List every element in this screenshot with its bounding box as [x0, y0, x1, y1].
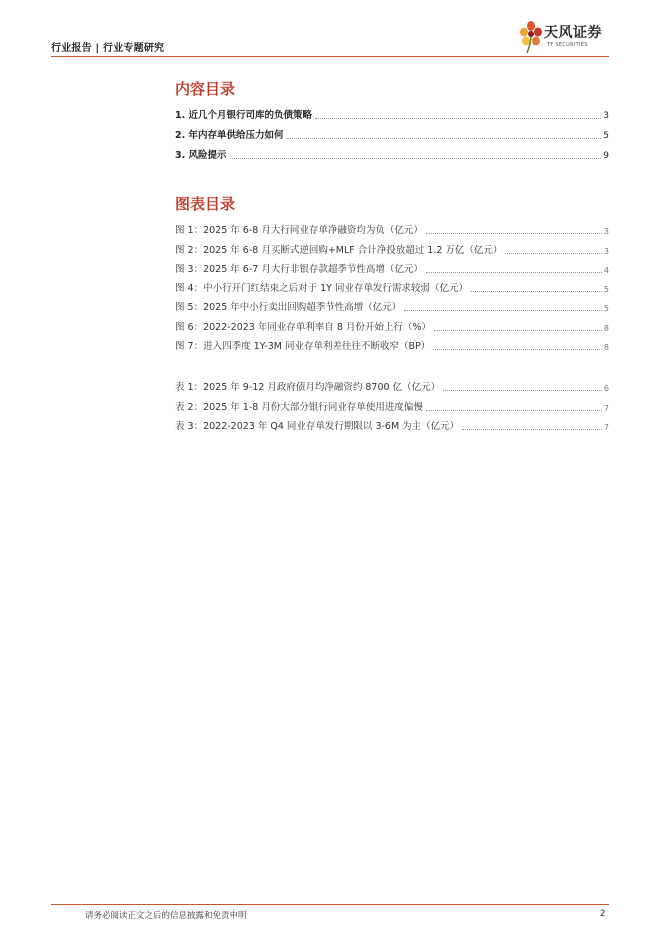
dot-leader [426, 409, 602, 411]
table-entry-page: 7 [603, 422, 609, 432]
figure-entry-page: 8 [603, 323, 609, 333]
toc-entry-page: 9 [603, 151, 609, 161]
toc-entry-page: 3 [603, 111, 609, 121]
dot-leader [433, 348, 602, 350]
dot-leader [462, 428, 602, 430]
page-number: 2 [600, 909, 606, 919]
dot-leader [230, 157, 602, 159]
toc-entry[interactable] [175, 101, 609, 121]
toc-entry[interactable] [175, 141, 609, 161]
figure-entry-label: 图 1：2025 年 6-8 月大行同业存单净融资均为负（亿元） [175, 225, 423, 237]
footer-disclaimer: 请务必阅读正文之后的信息披露和免责申明 [85, 911, 247, 921]
dot-leader [471, 290, 602, 292]
contents-title: 内容目录 [175, 80, 236, 98]
dot-leader [443, 389, 602, 391]
table-entry[interactable] [175, 393, 609, 412]
dot-leader [404, 309, 602, 311]
toc-entry-page: 5 [603, 131, 609, 141]
flower-logo-icon [518, 20, 544, 54]
figure-entry-page: 3 [603, 246, 609, 256]
figure-entry-page: 5 [603, 304, 609, 314]
dot-leader [434, 329, 602, 331]
figure-entry-label: 图 7：进入四季度 1Y-3M 同业存单利差往往不断收窄（BP） [175, 341, 431, 353]
figure-entry[interactable] [175, 256, 609, 275]
toc-entry-label: 3. 风险提示 [175, 150, 227, 161]
dot-leader [505, 252, 602, 254]
figure-entry[interactable] [175, 275, 609, 294]
company-logo [518, 18, 610, 56]
figure-entry-page: 3 [603, 227, 609, 237]
table-entry[interactable] [175, 374, 609, 393]
table-list [175, 374, 609, 432]
dot-leader [426, 232, 602, 234]
toc-entry-label: 1. 近几个月银行司库的负债策略 [175, 110, 313, 121]
figure-entry-label: 图 3：2025 年 6-7 月大行非银存款超季节性高增（亿元） [175, 263, 423, 275]
figure-entry-page: 8 [603, 343, 609, 353]
figure-entry[interactable] [175, 313, 609, 332]
contents-list [175, 101, 609, 161]
footer-divider [51, 904, 609, 905]
logo-subtitle: TF SECURITIES [547, 42, 588, 48]
report-breadcrumb: 行业报告 | 行业专题研究 [51, 43, 165, 54]
figure-entry-label: 图 6：2022-2023 年同业存单利率自 8 月份开始上行（%） [175, 321, 431, 333]
table-entry[interactable] [175, 413, 609, 432]
figure-entry-label: 图 2：2025 年 6-8 月买断式逆回购+MLF 合计净投放超过 1.2 万亿（亿元） [175, 244, 503, 256]
toc-entry-label: 2. 年内存单供给压力如何 [175, 130, 284, 141]
chart-list [175, 217, 609, 352]
table-entry-label: 表 2：2025 年 1-8 月份大部分银行同业存单使用进度偏慢 [175, 401, 423, 413]
logo-name: 天风证券 [544, 25, 602, 41]
figure-entry[interactable] [175, 333, 609, 352]
table-entry-page: 7 [603, 403, 609, 413]
figure-entry-label: 图 4：中小行开门红结束之后对于 1Y 同业存单发行需求较弱（亿元） [175, 283, 468, 295]
figure-entry-page: 5 [603, 285, 609, 295]
dot-leader [287, 137, 602, 139]
dot-leader [426, 271, 602, 273]
figure-entry[interactable] [175, 217, 609, 236]
toc-entry[interactable] [175, 121, 609, 141]
figure-entry-label: 图 5：2025 年中小行卖出回购超季节性高增（亿元） [175, 302, 402, 314]
table-entry-label: 表 1：2025 年 9-12 月政府债月均净融资约 8700 亿（亿元） [175, 382, 441, 394]
table-entry-label: 表 3：2022-2023 年 Q4 同业存单发行期限以 3-6M 为主（亿元） [175, 420, 460, 432]
figure-entry[interactable] [175, 236, 609, 255]
header-divider [51, 56, 609, 57]
dot-leader [315, 117, 601, 119]
figures-title: 图表目录 [175, 195, 236, 213]
figure-entry[interactable] [175, 294, 609, 313]
figure-entry-page: 4 [603, 265, 609, 275]
table-entry-page: 6 [603, 384, 609, 394]
